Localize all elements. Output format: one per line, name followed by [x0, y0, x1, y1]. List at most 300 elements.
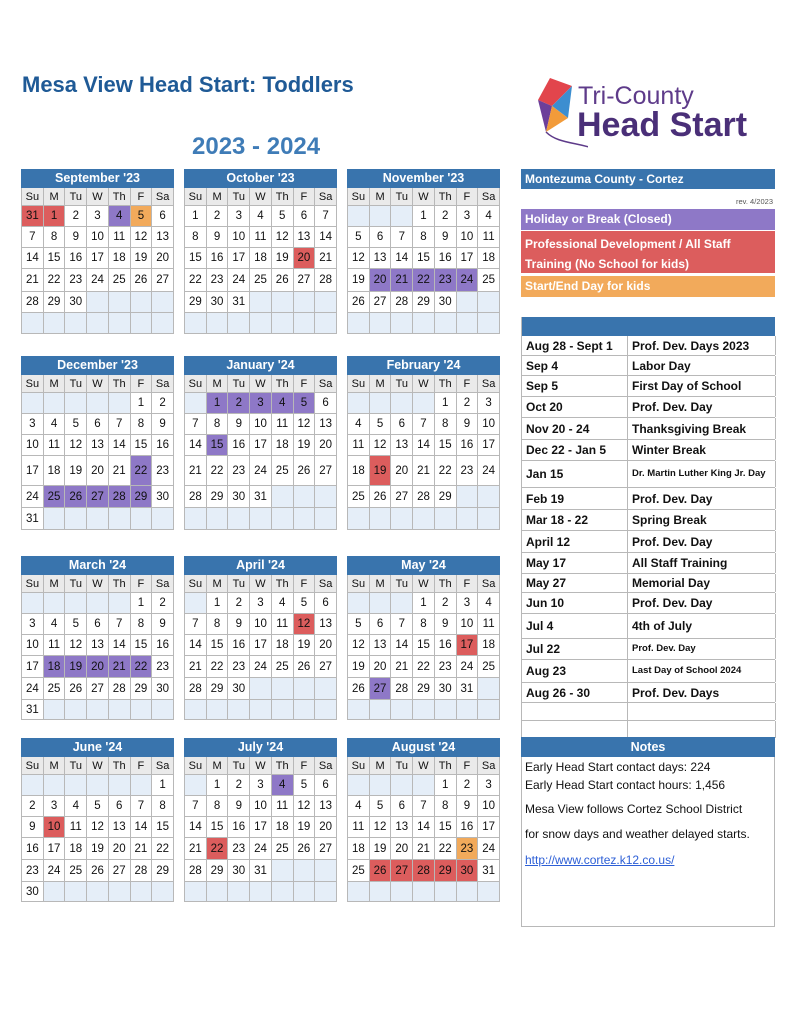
day-cell: 11 [44, 635, 66, 656]
empty-cell [315, 292, 337, 313]
weekday-label: W [87, 375, 109, 393]
day-cell: 15 [152, 817, 174, 838]
day-cell: 24 [457, 656, 479, 678]
day-cell: 10 [87, 227, 109, 248]
day-cell: 4 [348, 796, 370, 817]
empty-cell [370, 508, 392, 530]
day-cell: 27 [315, 456, 337, 486]
day-cell: 27 [315, 838, 337, 860]
weekday-label: F [131, 188, 153, 206]
weekday-label: F [294, 375, 316, 393]
day-cell: 21 [391, 656, 413, 678]
event-date: April 12 [522, 531, 628, 552]
empty-cell [315, 882, 337, 902]
day-cell: 30 [65, 292, 87, 313]
month-title: August '24 [347, 738, 500, 757]
calendar-month [347, 738, 500, 902]
empty-cell [65, 508, 87, 530]
month-title: June '24 [21, 738, 174, 757]
day-cell: 26 [272, 269, 294, 292]
weekday-label: Th [109, 575, 131, 593]
weekday-label: Su [185, 375, 207, 393]
day-cell: 27 [294, 269, 316, 292]
day-cell: 27 [370, 678, 392, 700]
empty-cell [152, 700, 174, 720]
weekday-label: F [457, 375, 479, 393]
weekday-label: Su [348, 188, 370, 206]
weekday-label: Th [435, 188, 457, 206]
note-contact-days: Early Head Start contact days: 224 [525, 760, 711, 774]
empty-cell [272, 292, 294, 313]
day-cell: 22 [131, 656, 153, 678]
empty-cell [109, 313, 131, 334]
day-cell: 20 [152, 248, 174, 269]
day-cell: 10 [478, 796, 500, 817]
day-cell: 4 [478, 206, 500, 227]
day-cell: 2 [22, 796, 44, 817]
day-cell: 28 [109, 678, 131, 700]
empty-cell [413, 313, 435, 334]
day-cell: 7 [391, 614, 413, 635]
day-cell: 24 [250, 838, 272, 860]
event-date: Sep 4 [522, 356, 628, 375]
empty-cell [109, 700, 131, 720]
empty-cell [391, 393, 413, 414]
day-cell: 3 [478, 393, 500, 414]
day-cell: 1 [207, 393, 229, 414]
day-cell: 24 [87, 269, 109, 292]
event-row [522, 356, 775, 376]
event-date [522, 703, 628, 720]
empty-cell [315, 860, 337, 882]
day-cell: 9 [228, 614, 250, 635]
day-cell: 8 [131, 414, 153, 435]
day-cell: 27 [109, 860, 131, 882]
weekday-label: F [131, 757, 153, 775]
event-name: Prof. Dev. Day [628, 639, 776, 659]
weekday-label: M [370, 188, 392, 206]
empty-cell [348, 508, 370, 530]
day-cell: 28 [391, 292, 413, 313]
event-name [628, 721, 776, 738]
day-cell: 18 [65, 838, 87, 860]
day-cell: 11 [272, 796, 294, 817]
empty-cell [435, 508, 457, 530]
empty-cell [315, 486, 337, 508]
day-cell: 23 [152, 456, 174, 486]
day-cell: 5 [294, 775, 316, 796]
calendar-month [347, 556, 500, 720]
day-cell: 6 [370, 614, 392, 635]
event-name: Prof. Dev. Day [628, 593, 776, 613]
day-cell: 19 [370, 838, 392, 860]
month-title: April '24 [184, 556, 337, 575]
day-cell: 9 [152, 614, 174, 635]
day-cell: 12 [370, 435, 392, 456]
day-cell: 25 [44, 678, 66, 700]
day-cell: 8 [44, 227, 66, 248]
event-name: 4th of July [628, 614, 776, 638]
empty-cell [294, 882, 316, 902]
event-row [522, 336, 775, 356]
day-cell: 2 [457, 393, 479, 414]
day-cell: 25 [348, 486, 370, 508]
day-cell: 13 [109, 817, 131, 838]
day-cell: 14 [22, 248, 44, 269]
empty-cell [370, 775, 392, 796]
day-cell: 19 [370, 456, 392, 486]
day-cell: 26 [294, 456, 316, 486]
day-cell: 18 [250, 248, 272, 269]
empty-cell [250, 882, 272, 902]
weekday-label: Sa [152, 575, 174, 593]
day-cell: 29 [413, 678, 435, 700]
weekday-label: M [207, 188, 229, 206]
day-cell: 4 [478, 593, 500, 614]
weekday-label: M [44, 188, 66, 206]
empty-cell [228, 313, 250, 334]
empty-cell [109, 393, 131, 414]
day-cell: 30 [228, 486, 250, 508]
weekday-label: Su [22, 575, 44, 593]
day-cell: 8 [131, 614, 153, 635]
day-cell: 24 [457, 269, 479, 292]
day-cell: 12 [294, 796, 316, 817]
weekday-label: Tu [391, 757, 413, 775]
empty-cell [391, 700, 413, 720]
day-cell: 22 [207, 656, 229, 678]
day-cell: 26 [370, 860, 392, 882]
day-cell: 10 [478, 414, 500, 435]
weekday-label: M [207, 375, 229, 393]
day-cell: 20 [87, 456, 109, 486]
note-snow-line1: Mesa View follows Cortez School District [525, 802, 743, 816]
event-row [522, 510, 775, 531]
empty-cell [44, 882, 66, 902]
day-cell: 20 [315, 635, 337, 656]
day-cell: 18 [272, 435, 294, 456]
empty-cell [478, 313, 500, 334]
day-cell: 2 [457, 775, 479, 796]
day-cell: 9 [22, 817, 44, 838]
calendar-month [347, 169, 500, 334]
weekday-label: M [44, 757, 66, 775]
day-cell: 15 [413, 248, 435, 269]
day-cell: 30 [207, 292, 229, 313]
empty-cell [228, 700, 250, 720]
weekday-label: Sa [315, 575, 337, 593]
day-cell: 8 [207, 614, 229, 635]
day-cell: 26 [348, 292, 370, 313]
empty-cell [478, 486, 500, 508]
weekday-label: F [131, 575, 153, 593]
empty-cell [22, 313, 44, 334]
day-cell: 4 [348, 414, 370, 435]
day-cell: 22 [435, 456, 457, 486]
day-cell: 26 [65, 678, 87, 700]
day-cell: 28 [109, 486, 131, 508]
day-cell: 21 [185, 838, 207, 860]
day-cell: 22 [131, 456, 153, 486]
day-cell: 17 [457, 635, 479, 656]
logo-line1: Tri-County [578, 82, 694, 110]
weekday-label: Su [185, 575, 207, 593]
empty-cell [207, 313, 229, 334]
empty-cell [478, 678, 500, 700]
empty-cell [370, 593, 392, 614]
day-cell: 19 [131, 248, 153, 269]
day-cell: 30 [457, 860, 479, 882]
empty-cell [109, 508, 131, 530]
empty-cell [413, 508, 435, 530]
event-date: Aug 23 [522, 660, 628, 682]
weekday-label: Th [435, 575, 457, 593]
empty-cell [185, 775, 207, 796]
day-cell: 21 [413, 456, 435, 486]
day-cell: 6 [109, 796, 131, 817]
day-cell: 30 [228, 678, 250, 700]
weekday-label: W [413, 375, 435, 393]
tri-county-head-start-logo [528, 72, 773, 162]
day-cell: 10 [22, 435, 44, 456]
weekday-label: Su [22, 188, 44, 206]
day-cell: 5 [272, 206, 294, 227]
legend-startend: Start/End Day for kids [521, 276, 775, 297]
day-cell: 9 [457, 796, 479, 817]
day-cell: 14 [315, 227, 337, 248]
day-cell: 15 [207, 817, 229, 838]
day-cell: 14 [131, 817, 153, 838]
day-cell: 27 [370, 292, 392, 313]
note-snow-line2: for snow days and weather delayed starts. [525, 827, 750, 841]
empty-cell [207, 700, 229, 720]
day-cell: 12 [131, 227, 153, 248]
weekday-label: Su [185, 188, 207, 206]
empty-cell [44, 313, 66, 334]
day-cell: 19 [87, 838, 109, 860]
calendar-month [21, 556, 174, 720]
day-cell: 25 [478, 269, 500, 292]
day-cell: 10 [457, 614, 479, 635]
calendar-month [184, 356, 337, 530]
day-cell: 16 [435, 248, 457, 269]
empty-cell [152, 292, 174, 313]
weekday-label: M [44, 575, 66, 593]
day-cell: 29 [152, 860, 174, 882]
day-cell: 13 [87, 435, 109, 456]
day-cell: 2 [435, 206, 457, 227]
day-cell: 28 [391, 678, 413, 700]
empty-cell [413, 700, 435, 720]
weekday-label: M [207, 757, 229, 775]
day-cell: 16 [65, 248, 87, 269]
empty-cell [272, 882, 294, 902]
day-cell: 18 [272, 817, 294, 838]
day-cell: 13 [87, 635, 109, 656]
day-cell: 8 [413, 614, 435, 635]
event-date: May 27 [522, 574, 628, 592]
event-date: Jul 4 [522, 614, 628, 638]
day-cell: 20 [294, 248, 316, 269]
day-cell: 23 [457, 456, 479, 486]
day-cell: 16 [228, 635, 250, 656]
weekday-label: Tu [65, 757, 87, 775]
day-cell: 15 [413, 635, 435, 656]
day-cell: 30 [152, 486, 174, 508]
day-cell: 13 [391, 817, 413, 838]
day-cell: 21 [315, 248, 337, 269]
empty-cell [185, 700, 207, 720]
day-cell: 1 [435, 393, 457, 414]
day-cell: 17 [87, 248, 109, 269]
weekday-label: Sa [152, 757, 174, 775]
day-cell: 26 [348, 678, 370, 700]
day-cell: 5 [348, 614, 370, 635]
empty-cell [272, 486, 294, 508]
day-cell: 1 [131, 393, 153, 414]
day-cell: 24 [478, 456, 500, 486]
empty-cell [315, 508, 337, 530]
day-cell: 3 [44, 796, 66, 817]
weekday-label: Tu [65, 375, 87, 393]
empty-cell [315, 313, 337, 334]
empty-cell [272, 678, 294, 700]
empty-cell [391, 313, 413, 334]
day-cell: 14 [391, 248, 413, 269]
day-cell: 11 [272, 614, 294, 635]
empty-cell [87, 775, 109, 796]
day-cell: 11 [250, 227, 272, 248]
weekday-label: Tu [228, 575, 250, 593]
event-date: Jan 15 [522, 461, 628, 487]
day-cell: 21 [131, 838, 153, 860]
weekday-label: Su [348, 757, 370, 775]
day-cell: 4 [272, 393, 294, 414]
empty-cell [348, 775, 370, 796]
county-heading: Montezuma County - Cortez [521, 169, 775, 189]
day-cell: 6 [391, 796, 413, 817]
day-cell: 21 [413, 838, 435, 860]
empty-cell [65, 593, 87, 614]
day-cell: 7 [185, 796, 207, 817]
day-cell: 6 [152, 206, 174, 227]
day-cell: 14 [413, 817, 435, 838]
day-cell: 25 [65, 860, 87, 882]
weekday-label: Th [272, 188, 294, 206]
event-name: Dr. Martin Luther King Jr. Day [628, 461, 776, 487]
day-cell: 5 [348, 227, 370, 248]
empty-cell [250, 313, 272, 334]
empty-cell [370, 393, 392, 414]
empty-cell [131, 508, 153, 530]
event-name: Prof. Dev. Day [628, 488, 776, 509]
day-cell: 31 [250, 860, 272, 882]
day-cell: 1 [207, 593, 229, 614]
day-cell: 28 [413, 860, 435, 882]
day-cell: 27 [87, 678, 109, 700]
day-cell: 3 [87, 206, 109, 227]
empty-cell [294, 860, 316, 882]
day-cell: 26 [131, 269, 153, 292]
empty-cell [185, 508, 207, 530]
empty-cell [457, 700, 479, 720]
event-name: All Staff Training [628, 553, 776, 573]
day-cell: 21 [185, 656, 207, 678]
empty-cell [457, 486, 479, 508]
day-cell: 12 [370, 817, 392, 838]
day-cell: 4 [272, 775, 294, 796]
day-cell: 18 [348, 456, 370, 486]
empty-cell [109, 593, 131, 614]
weekday-label: Sa [152, 188, 174, 206]
empty-cell [131, 700, 153, 720]
day-cell: 1 [413, 206, 435, 227]
cortez-link[interactable]: http://www.cortez.k12.co.us/ [525, 853, 675, 867]
empty-cell [478, 292, 500, 313]
calendar-month [21, 738, 174, 902]
day-cell: 28 [131, 860, 153, 882]
event-date [522, 721, 628, 738]
day-cell: 7 [109, 414, 131, 435]
day-cell: 9 [152, 414, 174, 435]
county-box [521, 169, 775, 189]
day-cell: 19 [65, 656, 87, 678]
day-cell: 4 [250, 206, 272, 227]
day-cell: 4 [44, 614, 66, 635]
day-cell: 4 [109, 206, 131, 227]
day-cell: 14 [109, 435, 131, 456]
day-cell: 14 [391, 635, 413, 656]
empty-cell [348, 393, 370, 414]
empty-cell [315, 678, 337, 700]
day-cell: 18 [348, 838, 370, 860]
empty-cell [44, 593, 66, 614]
event-row [522, 683, 775, 703]
day-cell: 17 [478, 435, 500, 456]
weekday-label: Tu [65, 188, 87, 206]
day-cell: 14 [109, 635, 131, 656]
weekday-label: Th [109, 188, 131, 206]
day-cell: 2 [435, 593, 457, 614]
weekday-label: Su [22, 375, 44, 393]
day-cell: 26 [294, 656, 316, 678]
weekday-label: Tu [228, 757, 250, 775]
day-cell: 17 [457, 248, 479, 269]
empty-cell [65, 882, 87, 902]
day-cell: 30 [228, 860, 250, 882]
day-cell: 10 [250, 414, 272, 435]
day-cell: 30 [435, 678, 457, 700]
day-cell: 25 [478, 656, 500, 678]
day-cell: 8 [185, 227, 207, 248]
empty-cell [478, 700, 500, 720]
weekday-label: Th [435, 757, 457, 775]
event-name: Last Day of School 2024 [628, 660, 776, 682]
empty-cell [131, 882, 153, 902]
day-cell: 25 [272, 456, 294, 486]
weekday-label: Tu [391, 375, 413, 393]
weekday-label: Th [272, 375, 294, 393]
empty-cell [478, 508, 500, 530]
weekday-label: Sa [152, 375, 174, 393]
empty-cell [109, 882, 131, 902]
event-row [522, 531, 775, 553]
empty-cell [207, 508, 229, 530]
empty-cell [457, 508, 479, 530]
day-cell: 13 [315, 796, 337, 817]
day-cell: 28 [185, 860, 207, 882]
weekday-label: W [250, 757, 272, 775]
